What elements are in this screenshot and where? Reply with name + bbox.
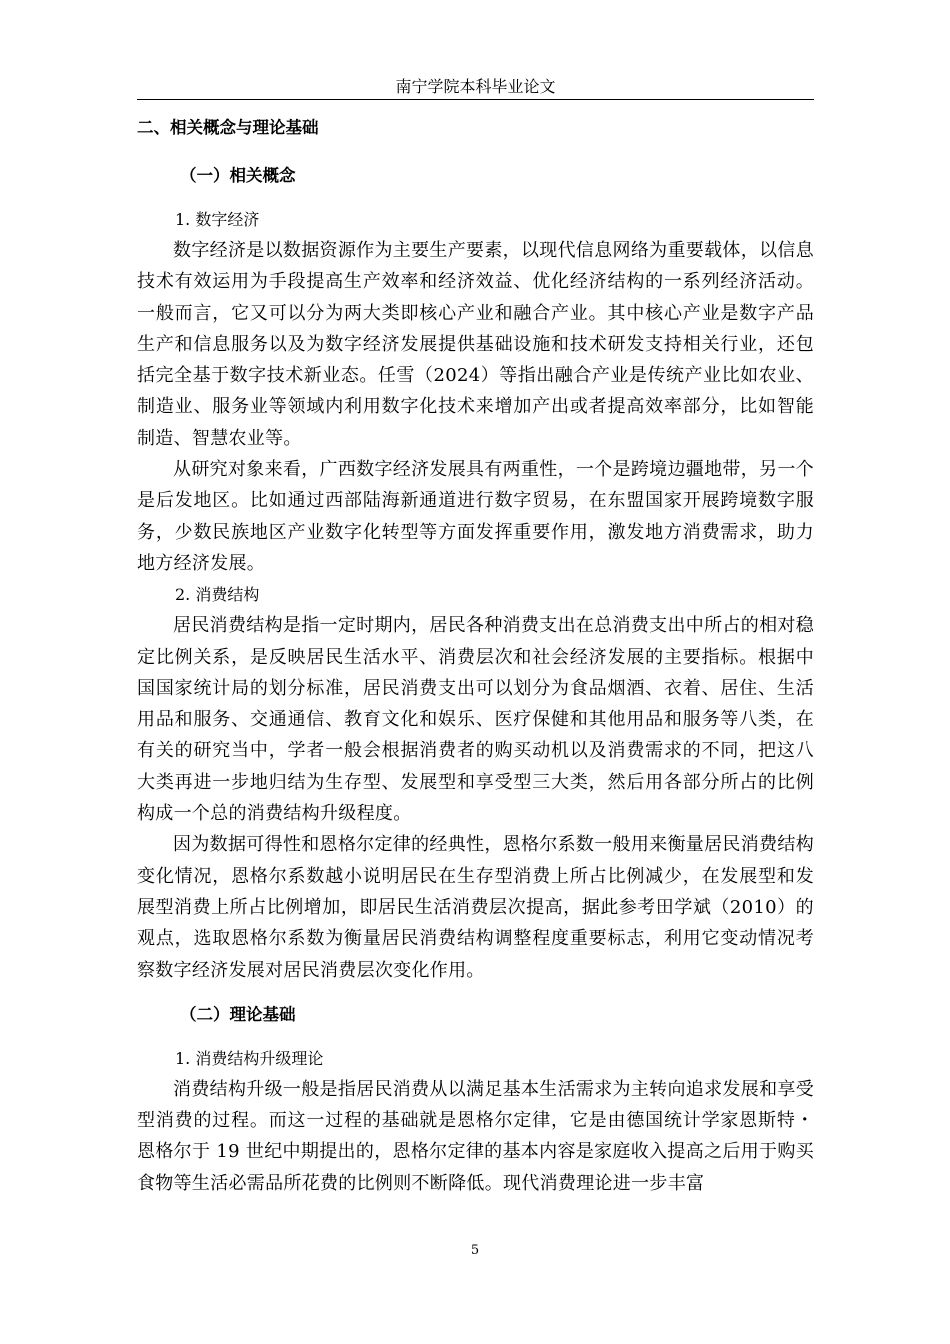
item-heading-upgrade-theory: 1. 消费结构升级理论 [175,1048,324,1068]
paragraph: 因为数据可得性和恩格尔定律的经典性，恩格尔系数一般用来衡量居民消费结构变化情况，恩格尔系数越小说明居民在生存型消费上所占比例减少，在发展型和发展型消费上所占比例增加，即居民生活消费层次提高，据此参考田学斌（2010）的观点，选取恩格尔系数为衡量居民消费结构调整程度重要标志，利用它变动情况考察数字经济发展对居民消费层次变化作用。 [137,834,814,981]
page-number: 5 [470,1243,480,1258]
subsection-heading-theory: （二）理论基础 [180,1004,296,1024]
paragraph: 居民消费结构是指一定时期内，居民各种消费支出在总消费支出中所占的相对稳定比例关系，是反映居民生活水平、消费层次和社会经济发展的主要指标。根据中国国家统计局的划分标准，居民消费支出可以划分为食品烟酒、衣着、居住、生活用品和服务、交通通信、教育文化和娱乐、医疗保健和其他用品和服务等八类，在有关的研究当中，学者一般会根据消费者的购买动机以及消费需求的不同，把这八大类再进一步地归结为生存型、发展型和享受型三大类，然后用各部分所占的比例构成一个总的消费结构升级程度。 [137,615,814,825]
section-heading: 二、相关概念与理论基础 [137,118,319,137]
document-body [137,112,814,1199]
subsection-heading-concepts: （一）相关概念 [180,166,296,185]
page-header-title: 南宁学院本科毕业论文 [395,77,556,96]
header-divider [137,99,814,100]
item-heading-consumption-structure: 2. 消费结构 [175,585,260,605]
paragraph: 从研究对象来看，广西数字经济发展具有两重性，一个是跨境边疆地带，另一个是后发地区。比如通过西部陆海新通道进行数字贸易，在东盟国家开展跨境数字服务，少数民族地区产业数字化转型等方面发挥重要作用，激发地方消费需求，助力地方经济发展。 [137,459,814,574]
item-heading-digital-economy: 1. 数字经济 [175,210,260,229]
paragraph: 消费结构升级一般是指居民消费从以满足基本生活需求为主转向追求发展和享受型消费的过程。而这一过程的基础就是恩格尔定律，它是由德国统计学家恩斯特・恩格尔于 19 世纪中期提出的，恩格尔定律的基本内容是家庭收入提高之后用于购买食物等生活必需品所花费的比例则不断降低。现代消费理论进一步丰富 [137,1078,814,1194]
paragraph: 数字经济是以数据资源作为主要生产要素，以现代信息网络为重要载体，以信息技术有效运用为手段提高生产效率和经济效益、优化经济结构的一系列经济活动。一般而言，它又可以分为两大类即核心产业和融合产业。其中核心产业是数字产品生产和信息服务以及为数字经济发展提供基础设施和技术研发支持相关行业，还包括完全基于数字技术新业态。任雪（2024）等指出融合产业是传统产业比如农业、制造业、服务业等领域内利用数字化技术来增加产出或者提高效率部分，比如智能制造、智慧农业等。 [137,240,814,449]
